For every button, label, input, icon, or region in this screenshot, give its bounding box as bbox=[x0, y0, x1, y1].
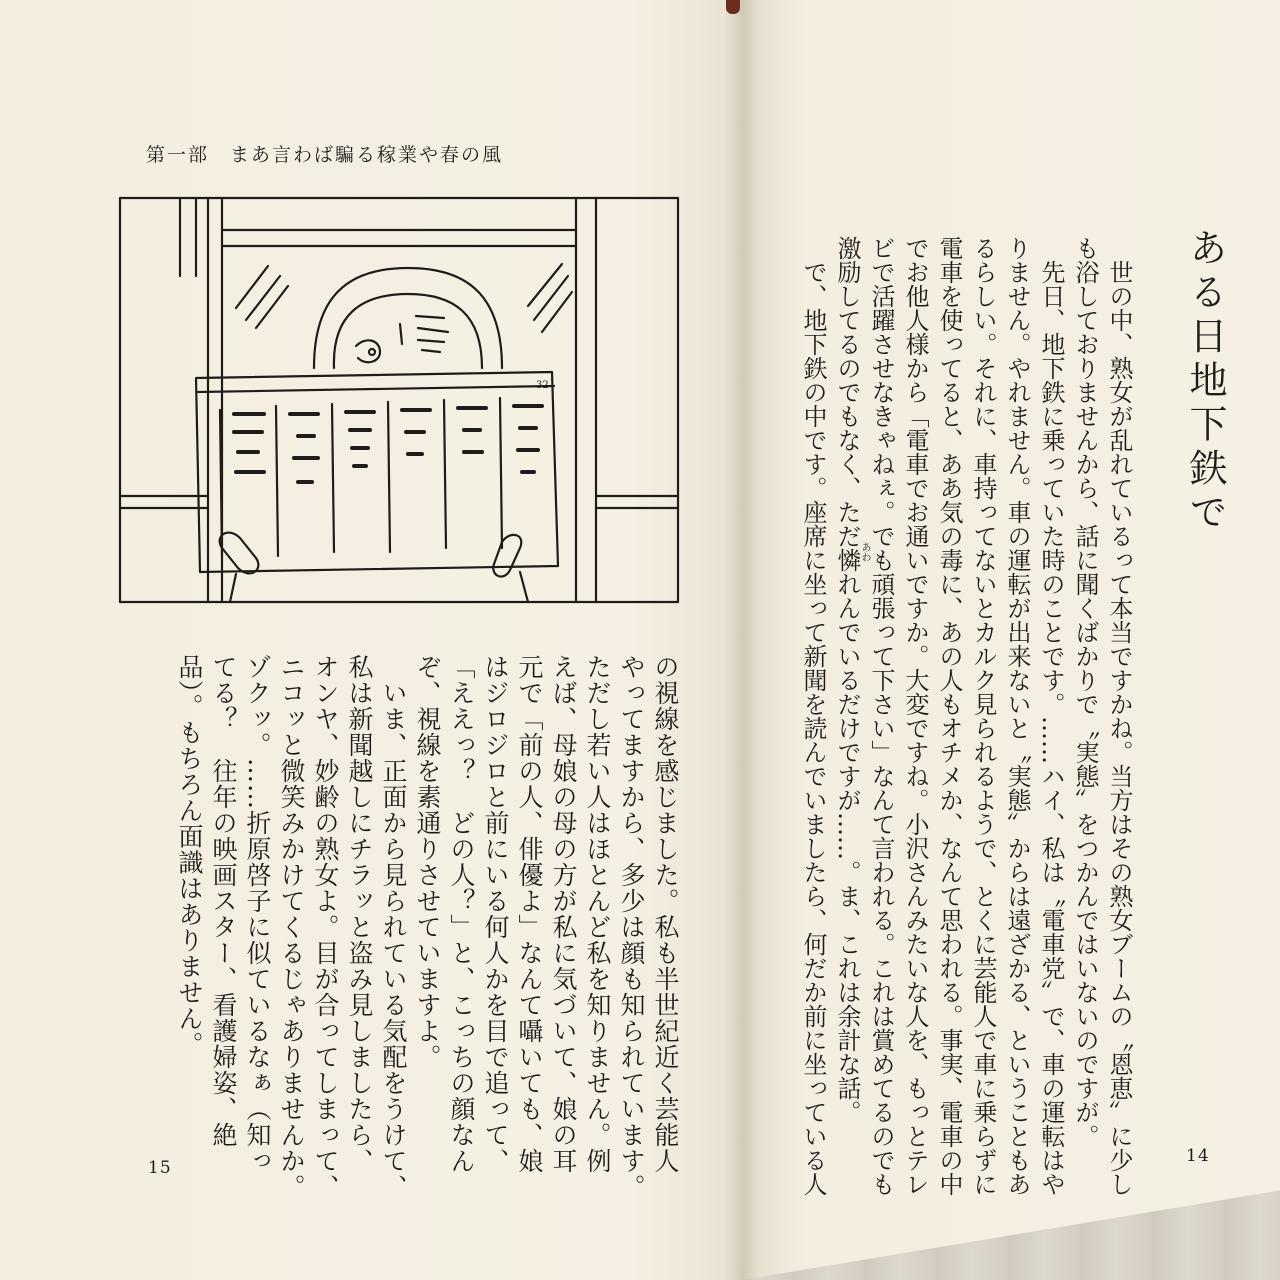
right-text-line-4: りません。やれません。車の運転が出来ないと〝実態〟からは遠ざかる、ということもあ bbox=[1003, 236, 1031, 1196]
right-text-line-6: 電車を使ってると、ああ気の毒に、あの人もオチメか、なんて思われる。事実、電車の中 bbox=[935, 236, 963, 1196]
left-text-line-11: オンヤ、妙齢の熟女よ。目が合ってしまって、 bbox=[311, 654, 340, 1200]
left-text-line-4: えば、母娘の母の方が私に気づいて、娘の耳 bbox=[549, 654, 578, 1174]
left-text-line-7: 「ええっ？ どの人？」と、こっちの顔なん bbox=[447, 654, 476, 1174]
bookmark-ribbon bbox=[726, 0, 740, 14]
right-text-line-2: も浴しておりませんから、話に聞くばかりで〝実態〟をつかんではいないのですが。 bbox=[1071, 236, 1099, 1148]
running-head: 第一部 まあ言わば騙る稼業や春の風 bbox=[146, 144, 504, 166]
folio-left: 15 bbox=[148, 1158, 172, 1178]
left-text-line-12: ニコッと微笑みかけてくるじゃありませんか。 bbox=[277, 654, 306, 1200]
right-text-line-9: 激励してるのでもなく、ただ憐れんでいるだけですが……。ま、これは余計な話。 bbox=[833, 236, 861, 1124]
left-text-line-6: はジロジロと前にいる何人かを目で追って、 bbox=[481, 654, 510, 1174]
ruby-annotation: あわ bbox=[859, 542, 870, 562]
chapter-title: ある日地下鉄で bbox=[1183, 228, 1227, 536]
illustration-newspaper-reader bbox=[118, 196, 680, 604]
left-text-line-13: ゾクッ。……折原啓子に似ているなぁ（知っ bbox=[243, 654, 272, 1174]
left-text-line-9: いま、正面から見られている気配をうけて、 bbox=[379, 654, 408, 1200]
right-text-line-8: ビで活躍させなきゃねぇ。でも頑張って下さい」なんて言われる。これは賞めてるのでも bbox=[867, 236, 895, 1196]
newspaper-page-number: 32 bbox=[536, 380, 549, 391]
folio-right: 14 bbox=[1186, 1146, 1210, 1166]
left-text-line-8: ぞ、視線を素通りさせていますよ。 bbox=[413, 654, 442, 1070]
left-text-line-15: 品）。もちろん面識はありません。 bbox=[175, 654, 204, 1058]
left-text-line-10: 私は新聞越しにチラッと盗み見しましたら、 bbox=[345, 654, 374, 1174]
right-text-line-5: るらしい。それに、車持ってないとカルク見られるようで、とくに芸能人で車に乗らずに bbox=[969, 236, 997, 1196]
right-text-line-1: 世の中、熟女が乱れているって本当ですかね。当方はその熟女ブームの〝恩恵〟に少し bbox=[1105, 236, 1133, 1196]
left-text-line-1: の視線を感じました。私も半世紀近く芸能人 bbox=[651, 654, 680, 1174]
left-text-line-14: てる？ 往年の映画スター、看護婦姿、絶 bbox=[209, 654, 238, 1148]
left-text-line-2: やってますから、多少は顔も知られています。 bbox=[617, 654, 646, 1200]
right-text-line-3: 先日、地下鉄に乗っていた時のことです。……ハイ、私は〝電車党〟で、車の運転はや bbox=[1037, 236, 1065, 1196]
book-gutter bbox=[724, 0, 760, 1280]
right-text-line-7: でお他人様から「電車でお通いですか。大変ですね。小沢さんみたいな人を、もっとテレ bbox=[901, 236, 929, 1196]
illustration-frame bbox=[120, 198, 678, 602]
left-text-line-3: ただし若い人はほとんど私を知りません。例 bbox=[583, 654, 612, 1174]
left-text-line-5: 元で「前の人、俳優よ」なんて囁いても、娘 bbox=[515, 654, 544, 1174]
right-text-line-10: で、地下鉄の中です。座席に坐って新聞を読んでいましたら、何だか前に坐っている人 bbox=[799, 236, 827, 1196]
